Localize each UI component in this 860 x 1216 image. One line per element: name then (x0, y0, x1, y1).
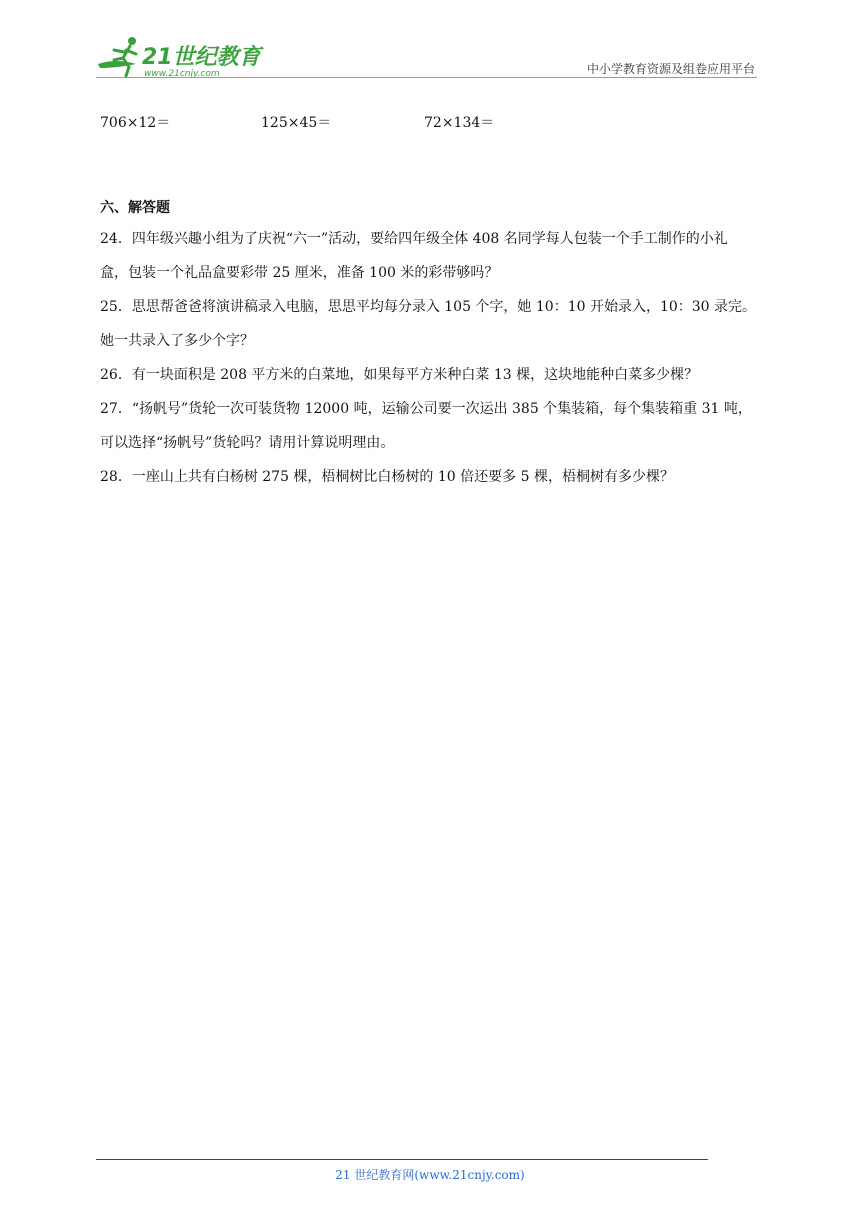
question-27 (100, 392, 760, 460)
footer-link[interactable]: 21 世纪教育网(www.21cnjy.com) (335, 1168, 525, 1182)
question-line: 26．有一块面积是 208 平方米的白菜地，如果每平方米种白菜 13 棵，这块地能种白菜多少棵？ (100, 367, 699, 383)
section-title: 六、解答题 (100, 200, 170, 216)
question-25 (100, 290, 760, 358)
question-line: 她一共录入了多少个字？ (100, 333, 254, 349)
question-line: 24．四年级兴趣小组为了庆祝“六一”活动，要给四年级全体 408 名同学每人包装一个手工制作的小礼 (100, 231, 728, 247)
question-line: 可以选择“扬帆号”货轮吗？请用计算说明理由。 (100, 435, 395, 451)
calc-item: 706×12＝ (100, 115, 171, 131)
question-24 (100, 222, 760, 290)
header-divider (96, 77, 757, 78)
question-26 (100, 358, 760, 392)
question-line: 28．一座山上共有白杨树 275 棵，梧桐树比白杨树的 10 倍还要多 5 棵，梧桐树有多少棵？ (100, 469, 674, 485)
calc-item: 125×45＝ (261, 115, 332, 131)
runner-icon (98, 37, 136, 76)
logo-text: 21世纪教育 (142, 45, 261, 70)
question-line: 27．“扬帆号”货轮一次可装货物 12000 吨，运输公司要一次运出 385 个集装箱，每个集装箱重 31 吨， (100, 401, 752, 417)
footer-divider (96, 1159, 708, 1160)
logo-url: www.21cnjy.com (144, 69, 220, 78)
question-line: 25．思思帮爸爸将演讲稿录入电脑，思思平均每分录入 105 个字，她 10：10 开始录入，10：30 录完。 (100, 299, 757, 315)
question-28 (100, 460, 760, 494)
site-logo (96, 34, 266, 78)
platform-name: 中小学教育资源及组卷应用平台 (586, 62, 755, 76)
question-line: 盒，包装一个礼品盒要彩带 25 厘米，准备 100 米的彩带够吗？ (100, 265, 499, 281)
calc-item: 72×134＝ (424, 115, 495, 131)
